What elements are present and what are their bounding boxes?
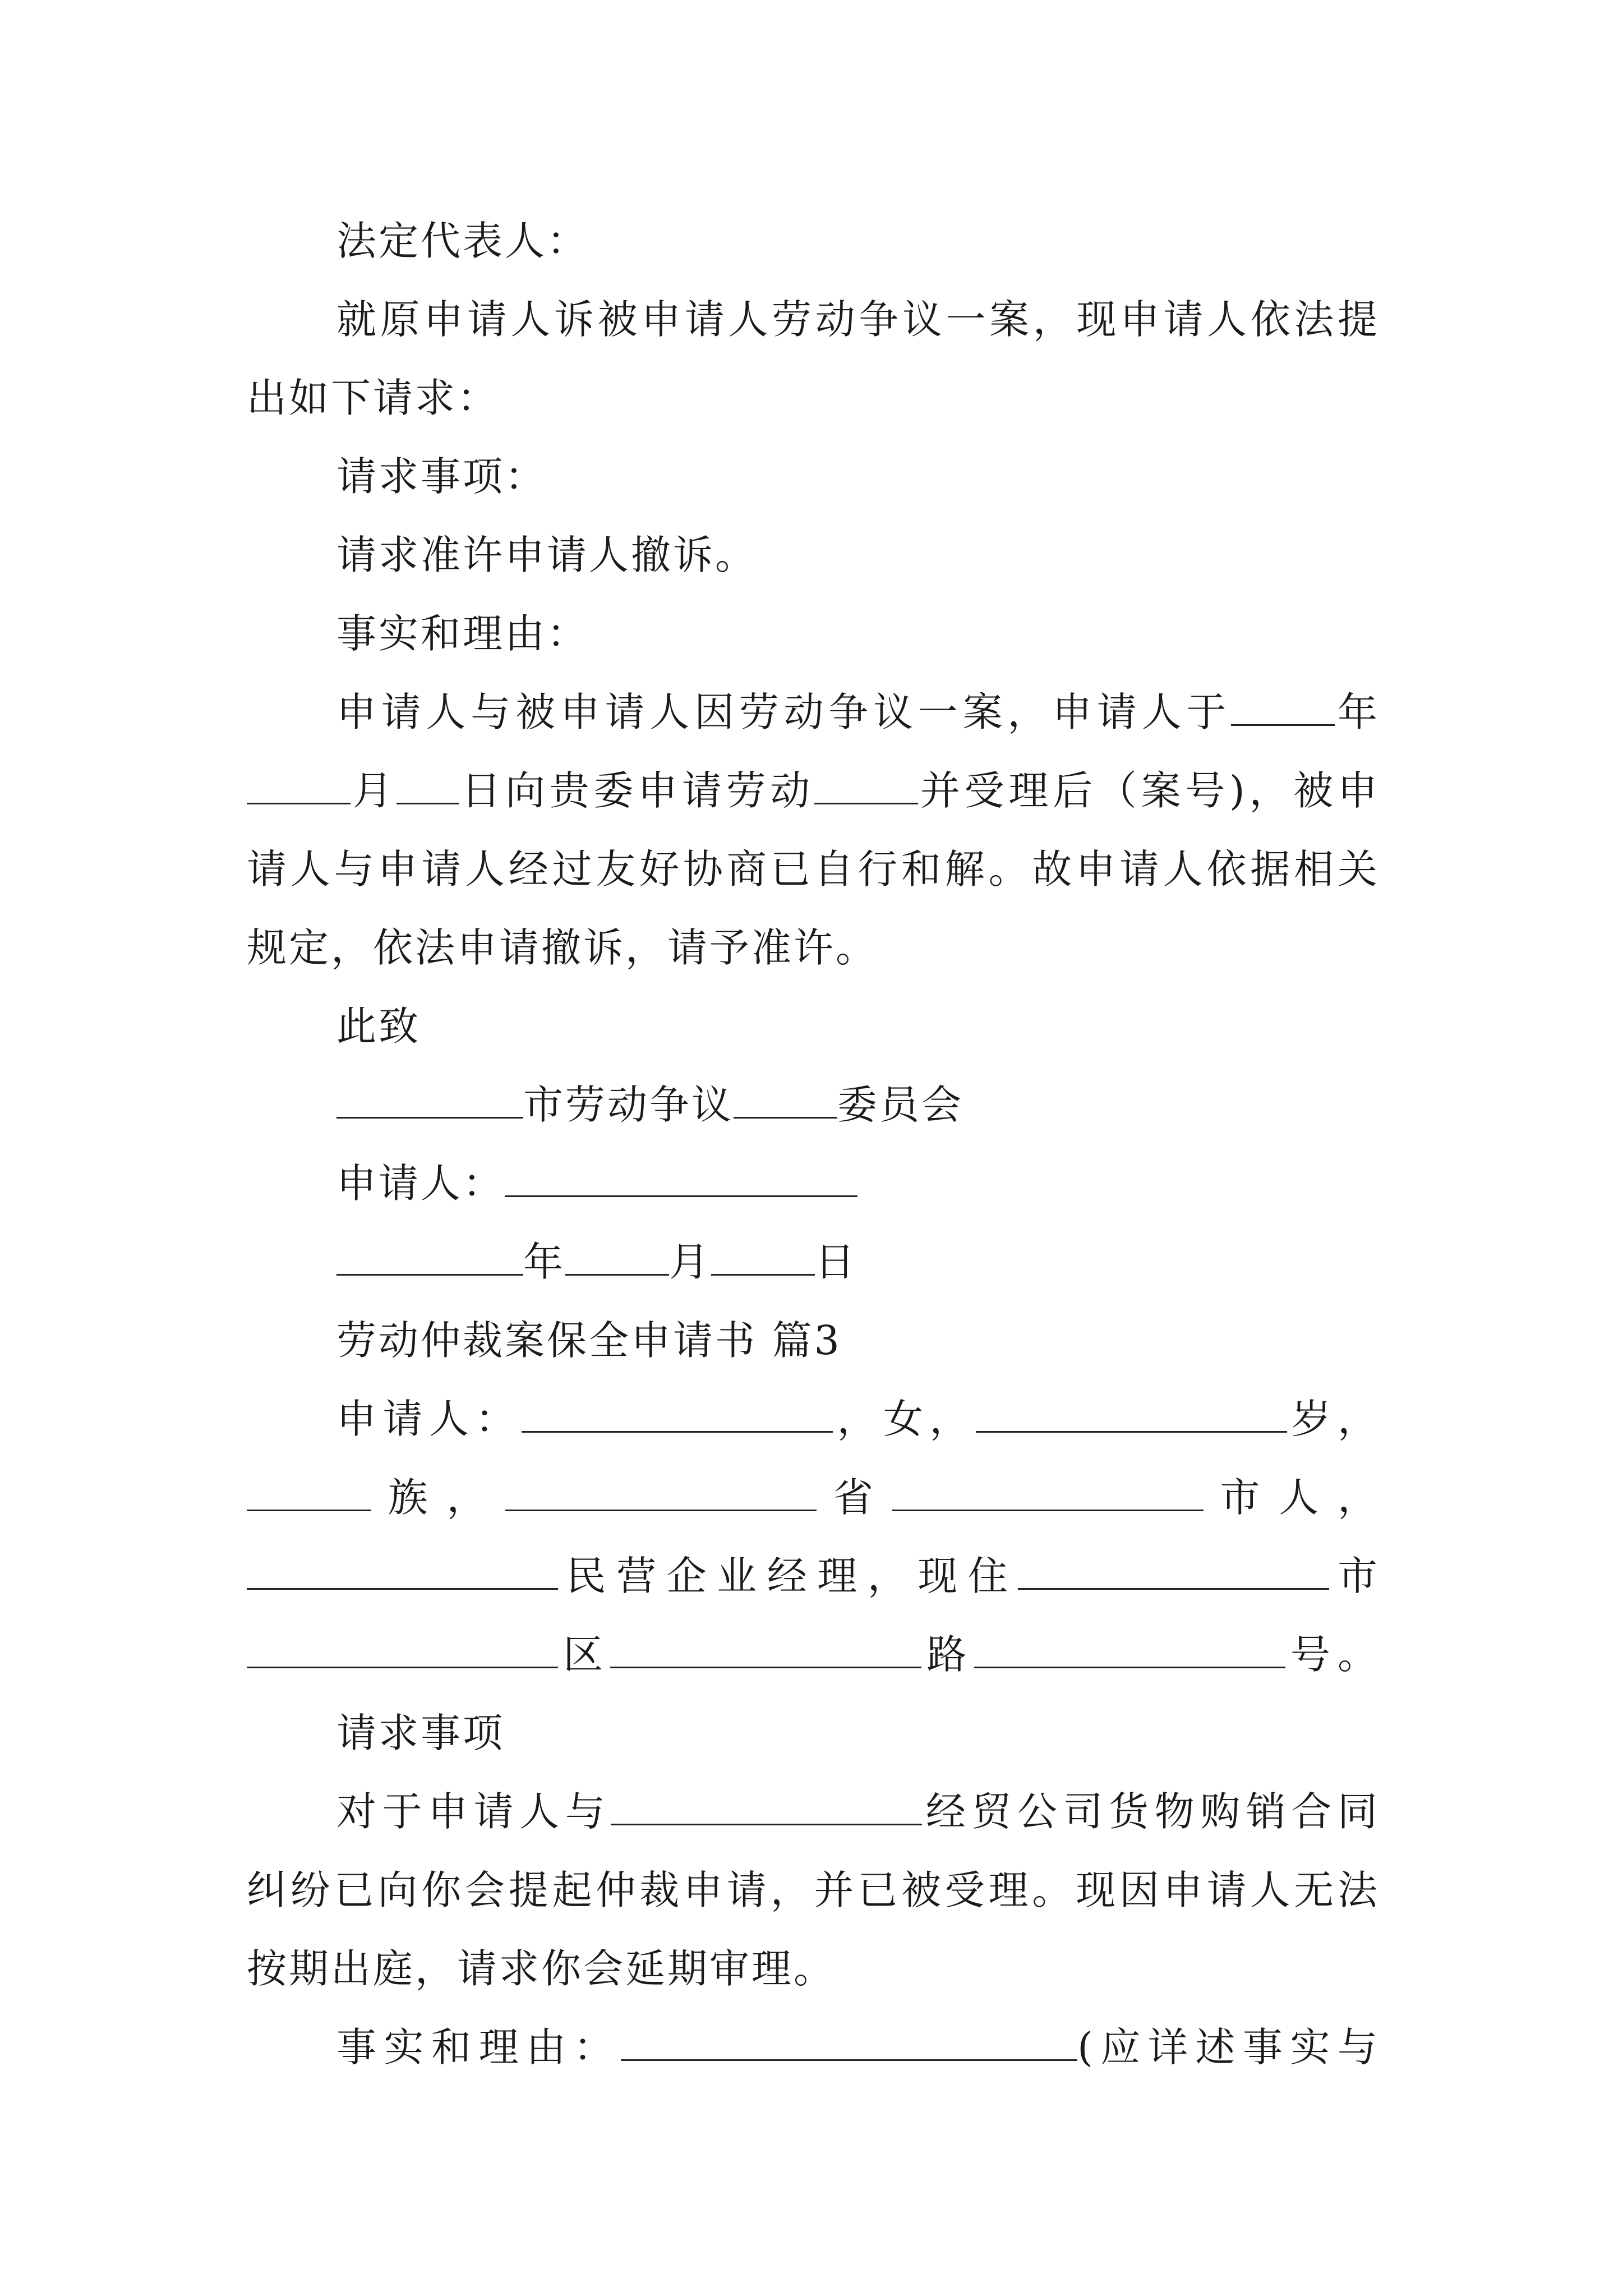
fill-in-blank — [1018, 1557, 1329, 1590]
text-run: 请求事项 — [336, 1710, 505, 1756]
line-date — [336, 1228, 1380, 1296]
fill-in-blank — [505, 1478, 817, 1511]
text-run: 岁， — [1287, 1396, 1380, 1442]
text-run: 事实和理由： — [336, 2024, 621, 2070]
line-applicant-info — [247, 1621, 1380, 1688]
text-run: 民营企业经理，现住 — [558, 1553, 1018, 1599]
text-run: 路 — [921, 1631, 974, 1678]
line-section-title — [336, 1307, 1380, 1374]
fill-in-blank — [611, 1792, 922, 1825]
text-run: 请人与申请人经过友好协商已自行和解。故申请人依据相关 — [247, 846, 1380, 892]
line-addressee — [336, 1071, 1380, 1139]
line-paragraph — [247, 757, 1380, 825]
fill-in-blank — [505, 1164, 857, 1197]
fill-in-blank — [396, 771, 459, 804]
text-run: (应详述事实与 — [1077, 2024, 1380, 2070]
text-run: 区 — [558, 1631, 611, 1678]
fill-in-blank — [522, 1400, 833, 1433]
fill-in-blank — [247, 1478, 371, 1511]
line-applicant-info — [247, 1464, 1380, 1531]
line-paragraph — [247, 1857, 1380, 1924]
text-run: 日向贵委申请劳动 — [459, 767, 815, 814]
line-paragraph — [336, 1778, 1380, 1846]
text-run: 出如下请求： — [247, 375, 500, 421]
text-run: 按期出庭，请求你会延期审理。 — [247, 1945, 836, 1992]
text-run: 劳动仲裁案保全申请书 篇3 — [336, 1317, 842, 1364]
fill-in-blank — [621, 2028, 1077, 2061]
text-run: 请求准许申请人撤诉。 — [336, 532, 758, 578]
text-run: 委员会 — [837, 1082, 964, 1128]
text-run: 经贸公司货物购销合同 — [922, 1788, 1380, 1835]
text-run: 请求事项： — [336, 453, 547, 500]
line-paragraph — [247, 1935, 1380, 2003]
line-applicant-info — [247, 1543, 1380, 1610]
line-applicant-signature — [336, 1150, 1380, 1217]
fill-in-blank — [734, 1085, 837, 1119]
text-run: 法定代表人： — [336, 218, 589, 264]
line-heading-facts-reasons — [336, 2014, 1380, 2081]
text-run: 年 — [1335, 689, 1380, 735]
fill-in-blank — [711, 1243, 815, 1276]
line-heading-facts-reasons — [336, 600, 1380, 668]
line-paragraph — [336, 679, 1380, 746]
text-run: 规定，依法申请撤诉，请予准许。 — [247, 924, 878, 971]
text-run: 族， — [371, 1474, 506, 1521]
fill-in-blank — [976, 1400, 1287, 1433]
line-applicant-info — [336, 1386, 1380, 1453]
fill-in-blank — [247, 1635, 558, 1668]
text-run: 纠纷已向你会提起仲裁申请，并已被受理。现因申请人无法 — [247, 1867, 1380, 1913]
fill-in-blank — [247, 771, 351, 804]
text-run: 号。 — [1285, 1631, 1380, 1678]
fill-in-blank — [247, 1557, 558, 1590]
text-run: 年 — [523, 1239, 566, 1285]
text-run: 就原申请人诉被申请人劳动争议一案，现申请人依法提 — [336, 296, 1380, 343]
text-run: 省 — [817, 1474, 892, 1521]
text-run: 日 — [815, 1239, 857, 1285]
text-run: 并受理后（案号)，被申 — [918, 767, 1380, 814]
line-paragraph — [247, 836, 1380, 903]
fill-in-blank — [610, 1635, 921, 1668]
text-run: 市劳动争议 — [523, 1082, 734, 1128]
fill-in-blank — [1231, 693, 1335, 726]
fill-in-blank — [336, 1243, 523, 1276]
text-run: 事实和理由： — [336, 610, 589, 657]
fill-in-blank — [974, 1635, 1285, 1668]
fill-in-blank — [892, 1478, 1204, 1511]
text-run: 对于申请人与 — [336, 1788, 611, 1835]
line-salutation — [336, 993, 1380, 1060]
text-run: 此致 — [336, 1003, 421, 1050]
line-paragraph — [247, 914, 1380, 982]
fill-in-blank — [814, 771, 918, 804]
line-paragraph — [247, 365, 1380, 432]
text-run: 市人， — [1203, 1474, 1380, 1521]
text-run: 申请人与被申请人因劳动争议一案，申请人于 — [336, 689, 1232, 735]
text-run: 月 — [351, 767, 397, 814]
text-run: 申请人： — [336, 1396, 522, 1442]
line-paragraph — [336, 286, 1380, 353]
text-run: ，女， — [832, 1396, 976, 1442]
fill-in-blank — [565, 1243, 669, 1276]
text-run: 市 — [1329, 1553, 1380, 1599]
text-run: 月 — [669, 1239, 712, 1285]
line-legal-representative — [336, 208, 1380, 275]
text-run: 申请人： — [336, 1160, 505, 1207]
line-paragraph — [336, 522, 1380, 589]
fill-in-blank — [336, 1085, 523, 1119]
line-heading-request-items — [336, 1700, 1380, 1767]
line-heading-request-items — [336, 443, 1380, 510]
